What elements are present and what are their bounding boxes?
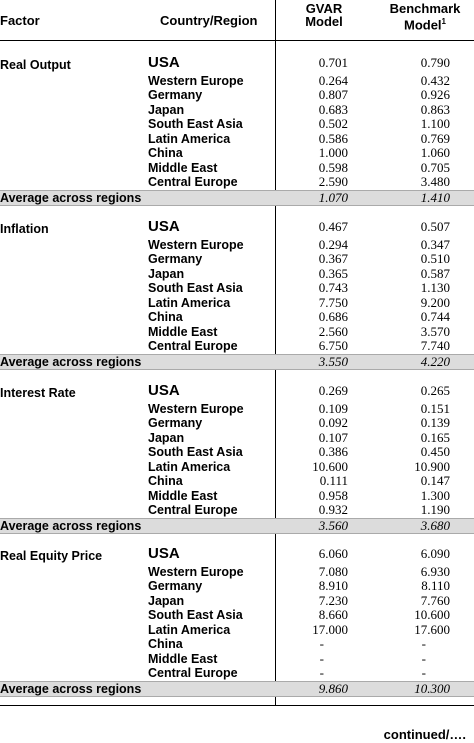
header-rule: [0, 40, 474, 41]
benchmark-value: 9.200: [420, 294, 450, 310]
table-row: [0, 623, 474, 638]
benchmark-value: 0.507: [420, 219, 450, 234]
table-row: [0, 175, 474, 190]
region-name: Germany: [148, 252, 203, 266]
average-benchmark-value: 10.300: [414, 680, 450, 696]
gvar-value: 1.000: [318, 145, 348, 160]
table-row: [0, 547, 474, 562]
table-row: [0, 565, 474, 580]
benchmark-value: 0.165: [420, 429, 450, 445]
table-row: [0, 384, 474, 399]
table-row: [0, 117, 474, 132]
region-name: South East Asia: [148, 117, 243, 131]
gvar-value: 7.080: [318, 563, 348, 579]
region-name: China: [148, 637, 183, 651]
benchmark-value: 1.300: [420, 487, 450, 503]
region-name: China: [148, 310, 183, 324]
region-name: Germany: [148, 579, 203, 593]
average-row: [0, 354, 474, 370]
benchmark-value: 17.600: [414, 621, 450, 637]
benchmark-value: 0.769: [420, 130, 450, 146]
table-row: [0, 652, 474, 667]
region-name: China: [148, 146, 183, 160]
region-name: USA: [148, 218, 180, 235]
table-row: [0, 608, 474, 623]
region-name: Germany: [148, 88, 203, 102]
gvar-value: 0.367: [318, 251, 348, 266]
benchmark-value: 1.100: [420, 116, 450, 131]
table-row: [0, 445, 474, 460]
region-name: USA: [148, 54, 180, 71]
benchmark-value: 0.790: [420, 55, 450, 70]
region-name: South East Asia: [148, 445, 243, 459]
benchmark-value: 10.900: [414, 458, 450, 474]
benchmark-value: 7.760: [420, 592, 450, 608]
gvar-value: 0.686: [318, 309, 348, 324]
region-name: Western Europe: [148, 237, 244, 252]
gvar-value: 6.060: [318, 546, 348, 561]
average-row: [0, 681, 474, 697]
region-name: Central Europe: [148, 666, 238, 680]
table-row: [0, 339, 474, 354]
factor-label: Interest Rate: [0, 386, 76, 400]
gvar-value: 0.111: [319, 473, 348, 488]
table-row: [0, 296, 474, 311]
benchmark-value: 6.090: [420, 546, 450, 561]
region-name: USA: [148, 382, 180, 399]
gvar-value: 0.107: [318, 429, 348, 445]
table-row: [0, 325, 474, 340]
benchmark-value: -: [421, 650, 426, 666]
gvar-value: 2.560: [318, 323, 348, 339]
region-name: Middle East: [148, 651, 218, 666]
region-name: Japan: [148, 102, 185, 117]
average-benchmark-value: 1.410: [420, 189, 450, 205]
table-row: [0, 252, 474, 267]
gvar-value: 0.701: [318, 55, 348, 70]
gvar-value: 0.109: [318, 400, 348, 416]
table-row: [0, 281, 474, 296]
average-label: Average across regions: [0, 190, 142, 205]
region-name: Central Europe: [148, 503, 238, 517]
gvar-value: 0.386: [318, 444, 348, 459]
table-row: [0, 74, 474, 89]
table-row: [0, 161, 474, 176]
benchmark-value: 0.926: [420, 87, 450, 102]
region-name: Middle East: [148, 488, 218, 503]
benchmark-value: -: [421, 665, 426, 680]
benchmark-value: 0.265: [420, 383, 450, 398]
average-gvar-value: 3.560: [318, 517, 348, 533]
average-benchmark-value: 4.220: [420, 353, 450, 369]
factor-label: Real Equity Price: [0, 549, 103, 563]
average-gvar-value: 9.860: [318, 680, 348, 696]
region-name: Western Europe: [148, 564, 244, 579]
region-name: Japan: [148, 593, 185, 608]
average-gvar-value: 3.550: [318, 353, 348, 369]
gvar-value: -: [319, 665, 324, 680]
region-name: Latin America: [148, 131, 231, 146]
gvar-value: 8.910: [318, 578, 348, 593]
benchmark-value: 0.863: [420, 101, 450, 117]
benchmark-value: 8.110: [421, 578, 450, 593]
table-row: [0, 489, 474, 504]
factor-label: Real Output: [0, 58, 71, 72]
table-row: [0, 146, 474, 161]
average-row: [0, 518, 474, 534]
benchmark-value: 0.139: [420, 415, 450, 430]
table-row: [0, 56, 474, 71]
benchmark-value: 0.347: [420, 236, 450, 252]
gvar-value: 0.958: [318, 487, 348, 503]
gvar-value: 0.502: [318, 116, 348, 131]
gvar-value: 0.683: [318, 101, 348, 117]
region-name: Latin America: [148, 622, 231, 637]
table-row: [0, 594, 474, 609]
benchmark-header-line1: Benchmark: [389, 1, 461, 16]
region-name: China: [148, 474, 183, 488]
gvar-value: 0.807: [318, 87, 348, 102]
benchmark-value: 0.450: [420, 444, 450, 459]
gvar-value: 0.294: [318, 236, 348, 252]
region-name: South East Asia: [148, 608, 243, 622]
region-name: Central Europe: [148, 339, 238, 353]
benchmark-value: 1.190: [420, 502, 450, 517]
benchmark-value: 0.432: [420, 72, 450, 88]
benchmark-value: 3.480: [420, 174, 450, 189]
benchmark-value: 3.570: [420, 323, 450, 339]
table-row: [0, 88, 474, 103]
gvar-value: 0.269: [318, 383, 348, 398]
benchmark-value: -: [421, 636, 426, 651]
table-row: [0, 132, 474, 147]
benchmark-column-header: [378, 2, 472, 31]
gvar-value: 8.660: [318, 607, 348, 622]
benchmark-value: 0.587: [420, 265, 450, 281]
continued-note: continued/….: [383, 727, 466, 742]
region-name: Latin America: [148, 459, 231, 474]
region-column-header: Country/Region: [160, 13, 258, 28]
table-row: [0, 310, 474, 325]
footnote-marker: 1: [441, 17, 446, 26]
average-row: [0, 190, 474, 206]
average-gvar-value: 1.070: [318, 189, 348, 205]
gvar-value: 0.586: [318, 130, 348, 146]
gvar-value: -: [319, 636, 324, 651]
table-row: [0, 579, 474, 594]
region-name: South East Asia: [148, 281, 243, 295]
gvar-value: 0.092: [318, 415, 348, 430]
table-row: [0, 666, 474, 681]
region-name: Central Europe: [148, 175, 238, 189]
gvar-value: 0.598: [318, 159, 348, 175]
region-name: Middle East: [148, 324, 218, 339]
benchmark-value: 0.510: [420, 251, 450, 266]
average-label: Average across regions: [0, 518, 142, 533]
benchmark-value: 0.705: [420, 159, 450, 175]
gvar-value: 0.932: [318, 502, 348, 517]
factor-label: Inflation: [0, 222, 49, 236]
gvar-value: 0.365: [318, 265, 348, 281]
gvar-column-header: [288, 2, 360, 28]
benchmark-value: 1.060: [420, 145, 450, 160]
gvar-value: -: [319, 650, 324, 666]
average-benchmark-value: 3.680: [420, 517, 450, 533]
gvar-value: 6.750: [318, 338, 348, 353]
table-row: [0, 474, 474, 489]
table-row: [0, 637, 474, 652]
benchmark-header-model: Model: [403, 17, 442, 33]
region-name: Japan: [148, 266, 185, 281]
benchmark-value: 0.744: [420, 309, 450, 324]
gvar-value: 17.000: [312, 621, 348, 637]
table-row: [0, 431, 474, 446]
table-row: [0, 460, 474, 475]
gvar-value: 0.743: [318, 280, 348, 295]
gvar-value: 7.750: [318, 294, 348, 310]
gvar-header-line2: Model: [305, 14, 343, 29]
gvar-value: 0.264: [318, 72, 348, 88]
benchmark-header-line2: [378, 15, 472, 31]
table-row: [0, 220, 474, 235]
average-label: Average across regions: [0, 354, 142, 369]
table-row: [0, 267, 474, 282]
table-row: [0, 103, 474, 118]
region-name: Middle East: [148, 160, 218, 175]
table-row: [0, 238, 474, 253]
average-label: Average across regions: [0, 681, 142, 696]
region-name: Western Europe: [148, 73, 244, 88]
benchmark-value: 1.130: [420, 280, 450, 295]
gvar-value: 0.467: [318, 219, 348, 234]
factor-column-header: Factor: [0, 13, 40, 28]
region-name: Japan: [148, 430, 185, 445]
benchmark-value: 7.740: [420, 338, 450, 353]
gvar-value: 7.230: [318, 592, 348, 608]
table-row: [0, 416, 474, 431]
table-row: [0, 503, 474, 518]
benchmark-value: 6.930: [420, 563, 450, 579]
region-name: Germany: [148, 416, 203, 430]
region-name: Latin America: [148, 295, 231, 310]
benchmark-value: 10.600: [414, 607, 450, 622]
benchmark-value: 0.147: [420, 473, 450, 488]
gvar-value: 2.590: [318, 174, 348, 189]
gvar-header-line1: GVAR: [305, 1, 343, 16]
bottom-rule: [0, 705, 474, 706]
region-name: USA: [148, 545, 180, 562]
gvar-value: 10.600: [312, 458, 348, 474]
table-row: [0, 402, 474, 417]
benchmark-value: 0.151: [420, 400, 450, 416]
region-name: Western Europe: [148, 401, 244, 416]
